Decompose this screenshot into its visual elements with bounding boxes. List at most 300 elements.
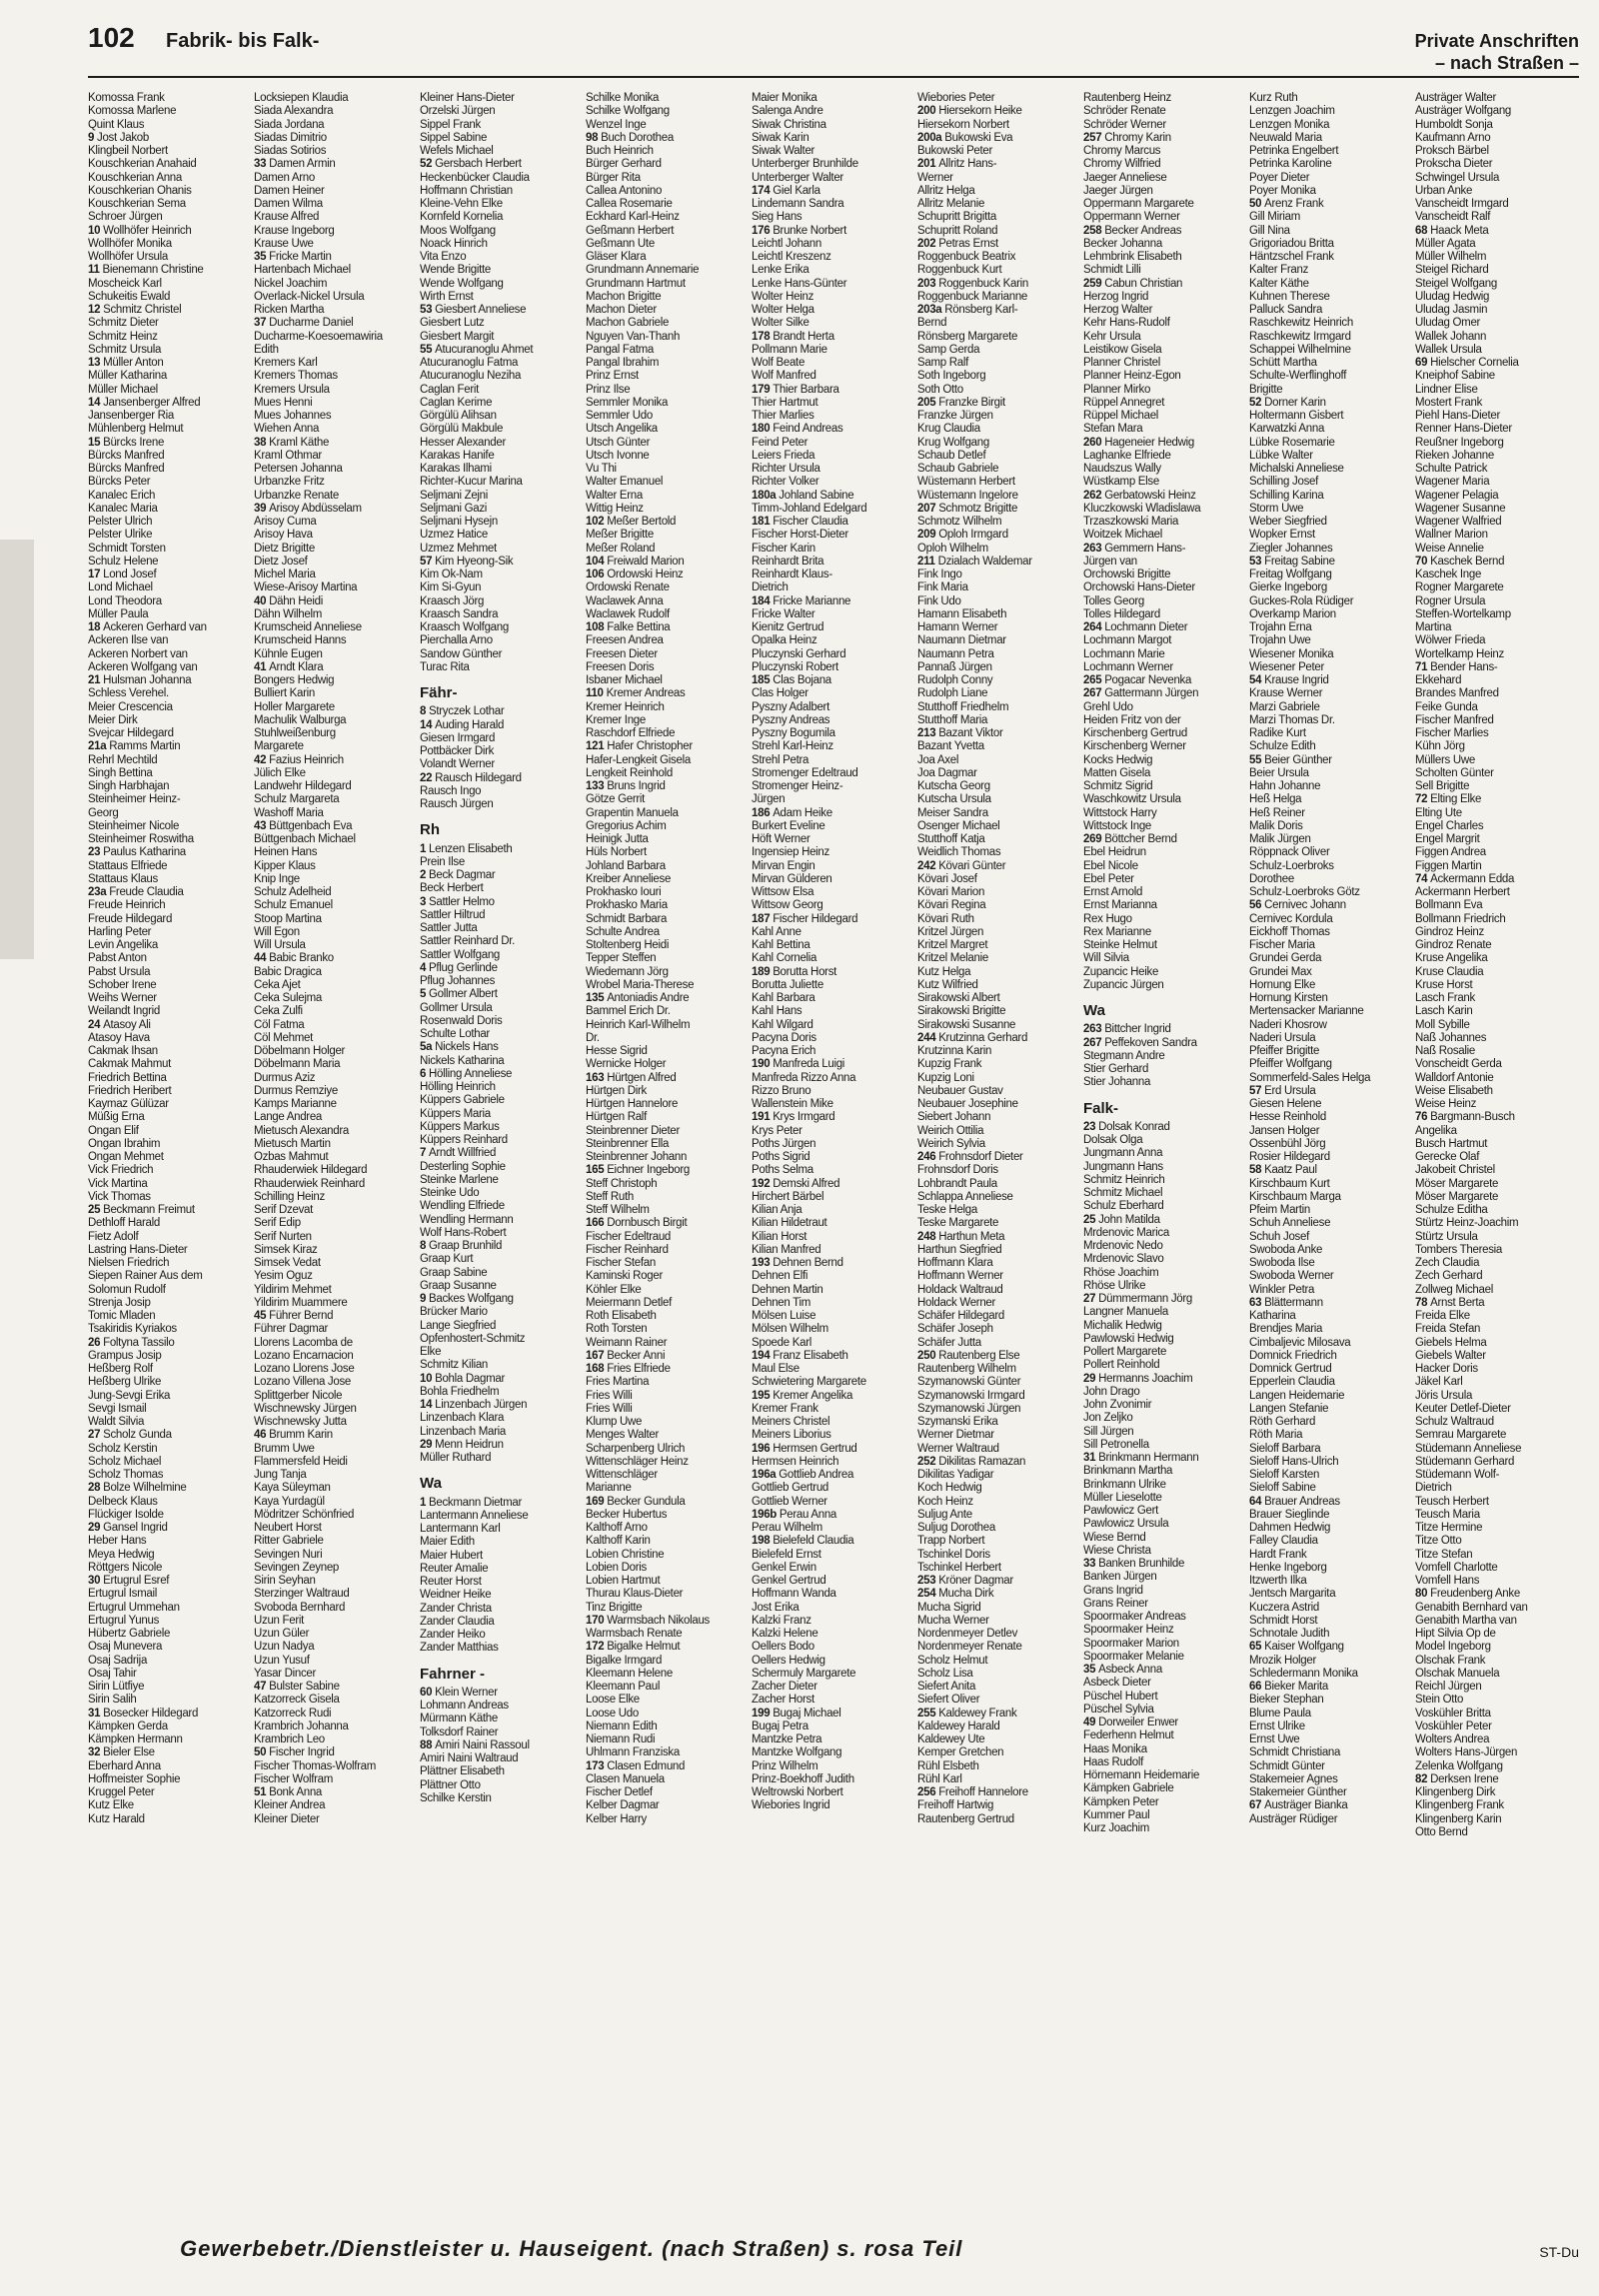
resident-entry bbox=[586, 198, 744, 211]
resident-name: Brendjes Maria bbox=[1249, 1323, 1323, 1336]
resident-entry bbox=[1083, 608, 1241, 621]
house-number: 196 bbox=[752, 1442, 774, 1455]
resident-entry bbox=[420, 705, 578, 718]
resident-entry bbox=[917, 952, 1075, 965]
resident-entry bbox=[1249, 1019, 1407, 1032]
resident-entry bbox=[1415, 939, 1573, 952]
resident-entry bbox=[1415, 1813, 1573, 1826]
resident-entry bbox=[1415, 331, 1573, 344]
house-number: 211 bbox=[917, 555, 938, 568]
resident-entry bbox=[420, 1293, 578, 1306]
resident-name: Opalka Heinz bbox=[752, 634, 817, 647]
resident-name: Szymanowski Günter bbox=[917, 1376, 1021, 1389]
resident-entry bbox=[420, 357, 578, 370]
resident-entry bbox=[917, 754, 1075, 767]
resident-entry bbox=[917, 886, 1075, 899]
resident-entry bbox=[586, 793, 744, 806]
resident-name: Schulze Edith bbox=[1249, 740, 1316, 753]
resident-name: Wiesener Peter bbox=[1249, 660, 1325, 673]
resident-entry bbox=[1415, 1363, 1573, 1376]
resident-entry bbox=[88, 1773, 246, 1786]
resident-entry bbox=[1083, 503, 1241, 516]
resident-entry bbox=[254, 1217, 412, 1230]
resident-name: Steinbrenner Dieter bbox=[586, 1124, 681, 1137]
resident-entry bbox=[752, 1509, 909, 1522]
house-number: 179 bbox=[752, 383, 774, 396]
resident-name: Schmitz Dieter bbox=[88, 317, 159, 330]
resident-name: Lenzen Elisabeth bbox=[429, 842, 513, 855]
resident-entry bbox=[752, 450, 909, 463]
resident-name: Turac Rita bbox=[420, 660, 470, 673]
resident-entry bbox=[1083, 1638, 1241, 1651]
resident-name: Reuter Horst bbox=[420, 1576, 482, 1588]
resident-entry bbox=[420, 1642, 578, 1655]
resident-name: Weltrowski Norbert bbox=[752, 1786, 843, 1798]
resident-entry bbox=[917, 1549, 1075, 1562]
resident-entry bbox=[586, 1005, 744, 1018]
resident-entry bbox=[917, 608, 1075, 621]
resident-name: Rüppel Annegret bbox=[1083, 396, 1165, 409]
resident-name: Wittstock Harry bbox=[1083, 806, 1157, 819]
resident-entry bbox=[420, 105, 578, 118]
resident-name: Blume Paula bbox=[1249, 1707, 1311, 1720]
resident-entry bbox=[917, 543, 1075, 556]
resident-name: Becker Anni bbox=[607, 1349, 666, 1362]
resident-name: Zupancic Jürgen bbox=[1083, 978, 1164, 991]
resident-entry bbox=[1249, 833, 1407, 846]
house-number: 52 bbox=[420, 158, 436, 171]
house-number: 31 bbox=[1083, 1452, 1099, 1464]
resident-entry bbox=[1415, 992, 1573, 1005]
resident-entry bbox=[752, 939, 909, 952]
resident-name: Maier Hubert bbox=[420, 1549, 483, 1562]
resident-entry bbox=[752, 1005, 909, 1018]
resident-name: Steigel Richard bbox=[1415, 264, 1489, 277]
resident-entry bbox=[420, 476, 578, 489]
section-title-line1: Private Anschriften bbox=[1414, 31, 1579, 51]
resident-name: Poyer Monika bbox=[1249, 184, 1316, 197]
resident-name: Kremer Angelika bbox=[773, 1389, 853, 1402]
resident-entry bbox=[88, 1668, 246, 1681]
resident-entry bbox=[1249, 384, 1407, 397]
resident-name: Nickel Joachim bbox=[254, 277, 328, 290]
resident-entry bbox=[1249, 1231, 1407, 1244]
resident-entry bbox=[1249, 556, 1407, 569]
resident-entry bbox=[917, 1429, 1075, 1442]
resident-name: Hafer-Lengkeit Gisela bbox=[586, 753, 691, 766]
resident-name: Rhauderwiek Hildegard bbox=[254, 1164, 368, 1177]
resident-entry bbox=[752, 105, 909, 118]
resident-entry bbox=[1083, 211, 1241, 224]
resident-entry bbox=[1083, 158, 1241, 171]
resident-name: Ingensiep Heinz bbox=[752, 846, 829, 859]
resident-entry bbox=[1249, 674, 1407, 687]
resident-entry bbox=[1249, 370, 1407, 383]
resident-name: Siefert Anita bbox=[917, 1681, 976, 1693]
resident-entry bbox=[1249, 1072, 1407, 1085]
resident-entry bbox=[1249, 291, 1407, 304]
resident-name: Wischnewsky Jutta bbox=[254, 1416, 347, 1428]
resident-entry bbox=[1249, 1469, 1407, 1482]
resident-name: Holdack Waltraud bbox=[917, 1283, 1003, 1296]
resident-name: Gansel Ingrid bbox=[103, 1522, 168, 1534]
resident-name: Wittstock Inge bbox=[1083, 819, 1152, 832]
resident-name: Scholz Thomas bbox=[88, 1469, 164, 1481]
resident-name: Seljmani Zejni bbox=[420, 489, 489, 502]
resident-name: Dolsak Olga bbox=[1083, 1134, 1143, 1146]
resident-name: Fischer Thomas-Wolfram bbox=[254, 1759, 377, 1772]
resident-entry bbox=[254, 1270, 412, 1283]
resident-name: Olschak Frank bbox=[1415, 1654, 1486, 1667]
resident-entry bbox=[1415, 1178, 1573, 1191]
resident-name: Brinkmann Martha bbox=[1083, 1465, 1173, 1478]
resident-entry bbox=[586, 780, 744, 793]
resident-name: Schupritt Brigitta bbox=[917, 211, 996, 224]
resident-name: Röth Maria bbox=[1249, 1429, 1303, 1442]
resident-name: Stattaus Elfriede bbox=[88, 859, 168, 872]
resident-name: Urban Anke bbox=[1415, 184, 1473, 197]
resident-entry bbox=[752, 476, 909, 489]
house-number: 17 bbox=[88, 569, 104, 580]
house-number: 10 bbox=[88, 224, 104, 237]
resident-name: Sirakowski Susanne bbox=[917, 1018, 1016, 1031]
house-number: 29 bbox=[1083, 1372, 1099, 1385]
resident-entry bbox=[752, 1746, 909, 1759]
resident-entry bbox=[752, 1178, 909, 1191]
resident-name: Ebel Nicole bbox=[1083, 859, 1138, 872]
resident-entry bbox=[1249, 225, 1407, 238]
resident-entry bbox=[1083, 1200, 1241, 1213]
resident-name: Schaub Detlef bbox=[917, 449, 986, 462]
resident-name: Lond Josef bbox=[103, 569, 157, 580]
resident-name: Bigalke Irmgard bbox=[586, 1654, 663, 1667]
resident-entry bbox=[1249, 1284, 1407, 1297]
resident-entry bbox=[1415, 1615, 1573, 1628]
resident-name: Levin Angelika bbox=[88, 939, 158, 951]
resident-name: Volandt Werner bbox=[420, 758, 495, 771]
resident-entry bbox=[1415, 357, 1573, 370]
resident-entry bbox=[917, 1681, 1075, 1694]
resident-name: Grehl Udo bbox=[1083, 700, 1133, 713]
resident-name: Manfreda Rizzo Anna bbox=[752, 1071, 856, 1084]
resident-entry bbox=[1415, 1390, 1573, 1403]
resident-entry bbox=[1249, 543, 1407, 556]
resident-entry bbox=[1249, 1045, 1407, 1058]
resident-entry bbox=[254, 1164, 412, 1177]
resident-entry bbox=[917, 1151, 1075, 1164]
house-number: 23 bbox=[88, 846, 104, 859]
resident-name: Grundmann Annemarie bbox=[586, 264, 700, 277]
resident-entry bbox=[254, 846, 412, 859]
resident-name: Hoffmann Christian bbox=[420, 184, 513, 197]
resident-entry bbox=[88, 410, 246, 423]
resident-entry bbox=[917, 1058, 1075, 1071]
house-number: 255 bbox=[917, 1707, 939, 1720]
resident-entry bbox=[420, 1576, 578, 1589]
resident-entry bbox=[586, 384, 744, 397]
resident-entry bbox=[752, 926, 909, 939]
resident-name: Tolles Hildegard bbox=[1083, 607, 1161, 620]
resident-name: Ricken Martha bbox=[254, 304, 325, 316]
resident-name: Bazant Viktor bbox=[938, 727, 1003, 739]
resident-entry bbox=[420, 1055, 578, 1068]
resident-entry bbox=[1415, 251, 1573, 264]
resident-name: Lastring Hans-Dieter bbox=[88, 1243, 188, 1256]
resident-entry bbox=[1249, 1813, 1407, 1826]
resident-entry bbox=[1249, 238, 1407, 251]
resident-name: Hübertz Gabriele bbox=[88, 1628, 171, 1640]
resident-entry bbox=[752, 172, 909, 185]
resident-entry bbox=[1249, 1575, 1407, 1588]
resident-name: Delbeck Klaus bbox=[88, 1495, 158, 1508]
resident-entry bbox=[1249, 211, 1407, 224]
resident-entry bbox=[752, 1482, 909, 1495]
resident-name: Damen Arno bbox=[254, 171, 315, 184]
resident-name: Itzwerth Ilka bbox=[1249, 1575, 1307, 1587]
resident-entry bbox=[752, 714, 909, 727]
resident-name: Salenga Andre bbox=[752, 105, 823, 118]
resident-name: Neubauer Josephine bbox=[917, 1098, 1018, 1110]
resident-name: Titze Otto bbox=[1415, 1535, 1462, 1548]
resident-name: Neubauer Gustav bbox=[917, 1084, 1003, 1097]
resident-entry bbox=[917, 1045, 1075, 1058]
resident-entry bbox=[1083, 1518, 1241, 1531]
resident-entry bbox=[1415, 1058, 1573, 1071]
column-3 bbox=[420, 92, 578, 1805]
resident-entry bbox=[254, 331, 412, 344]
resident-name: Beckmann Freimut bbox=[103, 1204, 195, 1216]
resident-entry bbox=[1083, 780, 1241, 793]
resident-entry bbox=[1415, 1005, 1573, 1018]
resident-entry bbox=[254, 634, 412, 647]
resident-name: Angelika bbox=[1415, 1124, 1457, 1137]
house-number: 40 bbox=[254, 594, 270, 607]
resident-name: Wagener Pelagia bbox=[1415, 489, 1499, 502]
resident-entry bbox=[1415, 1164, 1573, 1177]
resident-name: Pflug Gerlinde bbox=[429, 961, 498, 974]
resident-name: Müller Paula bbox=[88, 607, 149, 620]
resident-name: Knip Inge bbox=[254, 872, 300, 885]
resident-name: Rühl Elsbeth bbox=[917, 1759, 979, 1772]
house-number: 43 bbox=[254, 819, 270, 832]
house-number: 9 bbox=[88, 131, 97, 144]
resident-name: Niemann Edith bbox=[586, 1720, 658, 1732]
resident-name: Hermanns Joachim bbox=[1098, 1372, 1193, 1385]
resident-name: Fischer Horst-Dieter bbox=[752, 529, 848, 542]
resident-name: Eckhard Karl-Heinz bbox=[586, 211, 680, 224]
resident-name: Fischer Claudia bbox=[773, 516, 848, 528]
resident-entry bbox=[1083, 1571, 1241, 1584]
resident-entry bbox=[1249, 529, 1407, 542]
resident-name: Krause Uwe bbox=[254, 237, 314, 250]
resident-entry bbox=[586, 529, 744, 542]
resident-entry bbox=[1249, 1628, 1407, 1641]
resident-name: Gollmer Ursula bbox=[420, 1001, 493, 1014]
resident-name: Ernst Ulrike bbox=[1249, 1720, 1305, 1732]
resident-entry bbox=[917, 1482, 1075, 1495]
resident-entry bbox=[254, 1390, 412, 1403]
resident-name: Tombers Theresia bbox=[1415, 1243, 1503, 1256]
resident-entry bbox=[1083, 423, 1241, 436]
street-heading: Rh bbox=[420, 821, 440, 839]
resident-entry bbox=[1415, 225, 1573, 238]
house-number: 76 bbox=[1415, 1111, 1431, 1124]
resident-entry bbox=[752, 1297, 909, 1310]
resident-entry bbox=[1249, 1549, 1407, 1562]
resident-entry bbox=[586, 1072, 744, 1085]
resident-name: Stromenger Heinz- bbox=[752, 780, 843, 792]
house-number: 55 bbox=[420, 343, 436, 356]
resident-name: Schnotale Judith bbox=[1249, 1628, 1330, 1640]
resident-entry bbox=[254, 820, 412, 833]
resident-entry bbox=[88, 1363, 246, 1376]
house-number: 18 bbox=[88, 621, 104, 633]
resident-name: Kremer Heinrich bbox=[586, 700, 665, 713]
resident-entry bbox=[917, 833, 1075, 846]
resident-entry bbox=[917, 992, 1075, 1005]
resident-entry bbox=[254, 1191, 412, 1204]
resident-entry bbox=[1083, 621, 1241, 634]
resident-name: Dolsak Konrad bbox=[1098, 1120, 1170, 1133]
resident-entry bbox=[254, 1575, 412, 1588]
resident-entry bbox=[254, 1549, 412, 1562]
resident-name: Siada Alexandra bbox=[254, 105, 334, 118]
house-number: 256 bbox=[917, 1786, 939, 1798]
resident-entry bbox=[1249, 581, 1407, 594]
resident-name: Kutz Harald bbox=[88, 1812, 145, 1825]
resident-name: Ducharme-Koesoemawiria bbox=[254, 330, 383, 343]
resident-name: Küppers Markus bbox=[420, 1120, 500, 1133]
resident-entry bbox=[1415, 1655, 1573, 1668]
resident-entry bbox=[1249, 807, 1407, 820]
resident-entry bbox=[254, 264, 412, 277]
house-number: 23a bbox=[88, 886, 110, 898]
resident-entry bbox=[420, 119, 578, 132]
resident-name: Renner Hans-Dieter bbox=[1415, 423, 1512, 436]
house-number: 202 bbox=[917, 237, 939, 250]
resident-entry bbox=[254, 397, 412, 410]
resident-entry bbox=[752, 397, 909, 410]
resident-name: Vomfell Hans bbox=[1415, 1575, 1480, 1587]
resident-entry bbox=[586, 1482, 744, 1495]
resident-entry bbox=[254, 1429, 412, 1442]
resident-entry bbox=[1083, 1214, 1241, 1227]
resident-name: Falke Bettina bbox=[607, 621, 671, 633]
resident-name: Lobien Christine bbox=[586, 1548, 665, 1561]
resident-entry bbox=[586, 132, 744, 145]
resident-name: Kamps Marianne bbox=[254, 1098, 337, 1110]
resident-entry bbox=[88, 1549, 246, 1562]
resident-name: Engel Charles bbox=[1415, 819, 1484, 832]
resident-entry bbox=[254, 1032, 412, 1045]
resident-entry bbox=[586, 105, 744, 118]
resident-name: Meiermann Detlef bbox=[586, 1296, 672, 1309]
resident-entry bbox=[1083, 1465, 1241, 1478]
resident-name: Kim Si-Gyun bbox=[420, 581, 482, 594]
resident-name: Schulte Lothar bbox=[420, 1028, 490, 1040]
resident-entry bbox=[420, 304, 578, 317]
resident-entry bbox=[1415, 344, 1573, 357]
resident-name: Lobien Doris bbox=[586, 1561, 647, 1574]
resident-name: Lochmann Werner bbox=[1083, 660, 1173, 673]
resident-name: Haas Monika bbox=[1083, 1742, 1147, 1755]
resident-entry bbox=[1415, 873, 1573, 886]
resident-name: Holtermann Gisbert bbox=[1249, 410, 1344, 422]
resident-name: Keuter Detlef-Dieter bbox=[1415, 1402, 1511, 1415]
resident-name: Jungmann Hans bbox=[1083, 1160, 1163, 1173]
resident-name: Mues Johannes bbox=[254, 410, 332, 422]
resident-entry bbox=[1249, 1721, 1407, 1733]
resident-entry bbox=[254, 317, 412, 330]
resident-name: Pyszny Bogumila bbox=[752, 727, 835, 739]
house-number: 253 bbox=[917, 1575, 939, 1587]
resident-entry bbox=[420, 1346, 578, 1359]
resident-name: Zander Heiko bbox=[420, 1629, 486, 1641]
resident-entry bbox=[752, 410, 909, 423]
resident-entry bbox=[917, 450, 1075, 463]
resident-name: Tsakiridis Kyriakos bbox=[88, 1323, 177, 1336]
resident-entry bbox=[752, 251, 909, 264]
resident-entry bbox=[752, 793, 909, 806]
resident-name: Hermsen Gertrud bbox=[773, 1442, 857, 1455]
column-5 bbox=[752, 92, 909, 1813]
resident-entry bbox=[917, 1217, 1075, 1230]
house-number: 66 bbox=[1249, 1681, 1265, 1693]
resident-name: Jaeger Jürgen bbox=[1083, 184, 1153, 197]
resident-name: Sell Brigitte bbox=[1415, 780, 1470, 792]
resident-entry bbox=[88, 833, 246, 846]
resident-entry bbox=[1249, 264, 1407, 277]
house-number: 65 bbox=[1249, 1641, 1265, 1654]
resident-entry bbox=[1415, 1641, 1573, 1654]
resident-name: Fischer Ingrid bbox=[269, 1746, 335, 1759]
resident-name: Naumann Dietmar bbox=[917, 634, 1006, 647]
resident-entry bbox=[1083, 145, 1241, 158]
resident-name: Oploh Wilhelm bbox=[917, 542, 988, 555]
resident-name: Model Ingeborg bbox=[1415, 1641, 1491, 1654]
resident-entry bbox=[1415, 370, 1573, 383]
resident-entry bbox=[586, 966, 744, 979]
resident-name: Fricke Martin bbox=[269, 251, 332, 263]
resident-name: Wollhöfer Ursula bbox=[88, 251, 168, 263]
resident-name: Freude Claudia bbox=[109, 886, 184, 898]
resident-entry bbox=[917, 569, 1075, 581]
resident-name: Arnst Berta bbox=[1430, 1296, 1485, 1309]
resident-entry bbox=[586, 1575, 744, 1588]
resident-entry bbox=[752, 1072, 909, 1085]
resident-entry bbox=[1415, 1482, 1573, 1495]
resident-entry bbox=[917, 410, 1075, 423]
resident-name: Schulz Helene bbox=[88, 555, 159, 568]
resident-name: Fischer Marlies bbox=[1415, 727, 1489, 739]
resident-entry bbox=[420, 1108, 578, 1121]
resident-name: Lasch Frank bbox=[1415, 992, 1475, 1004]
resident-entry bbox=[917, 211, 1075, 224]
resident-entry bbox=[1415, 543, 1573, 556]
resident-entry bbox=[917, 331, 1075, 344]
resident-name: Stegmann Andre bbox=[1083, 1049, 1165, 1062]
resident-name: Steinbrenner Ella bbox=[586, 1137, 670, 1150]
resident-entry bbox=[1415, 1746, 1573, 1759]
resident-entry bbox=[1249, 569, 1407, 581]
resident-entry bbox=[254, 450, 412, 463]
resident-name: Johland Sabine bbox=[779, 489, 854, 502]
resident-entry bbox=[752, 581, 909, 594]
resident-entry bbox=[254, 1760, 412, 1773]
resident-entry bbox=[254, 410, 412, 423]
resident-name: Radike Kurt bbox=[1249, 727, 1306, 739]
resident-name: Kanalec Erich bbox=[88, 489, 156, 502]
